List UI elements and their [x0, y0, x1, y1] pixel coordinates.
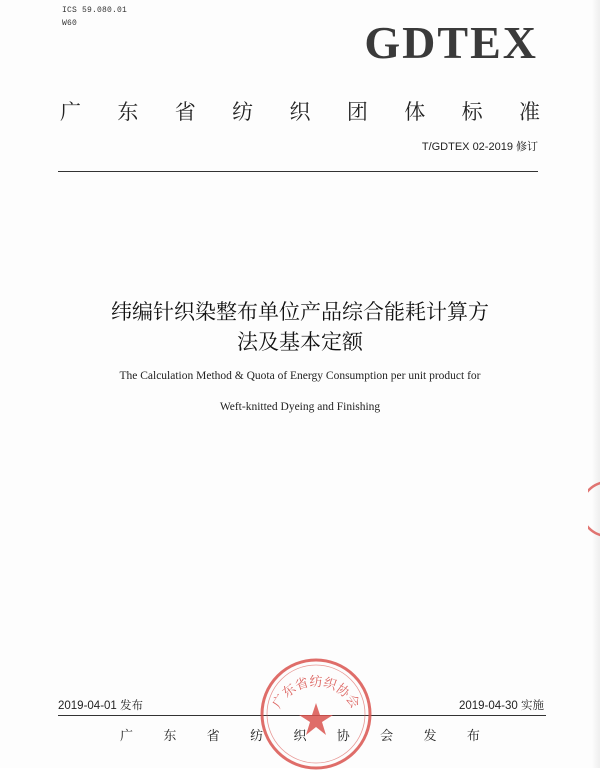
english-title-line-1: The Calculation Method & Quota of Energy Consumption per unit product for	[119, 370, 481, 382]
chinese-title	[60, 297, 540, 357]
ics-code: ICS 59.080.01	[62, 6, 128, 15]
header-divider	[58, 171, 538, 172]
chinese-title-line-1: 纬编针织染整布单位产品综合能耗计算方	[111, 300, 489, 324]
issuer-char: 会	[380, 729, 394, 744]
standard-code: T/GDTEX 02-2019 修订	[421, 141, 538, 153]
seal-text: 广东省纺织协会	[270, 674, 362, 712]
ccs-code: W60	[62, 19, 78, 28]
org-title-char: 东	[117, 100, 139, 124]
issuer-char: 发	[423, 729, 437, 744]
org-title-char: 纺	[232, 100, 254, 124]
publish-date: 2019-04-01 发布	[58, 700, 144, 712]
organization-standard-title	[60, 96, 540, 126]
org-title-char: 体	[404, 100, 426, 124]
english-title-line-2: Weft-knitted Dyeing and Finishing	[219, 401, 381, 413]
issuer-char: 东	[163, 729, 177, 744]
org-title-char: 广	[60, 100, 81, 124]
issuer-char: 省	[206, 729, 220, 744]
issuer-char: 织	[293, 729, 307, 744]
gdtex-logo: GDTEX	[364, 17, 538, 68]
side-seal-fragment	[588, 480, 600, 538]
chinese-title-line-2: 法及基本定额	[237, 330, 363, 354]
implement-date: 2019-04-30 实施	[458, 700, 544, 712]
org-title-char: 标	[461, 100, 483, 124]
page-edge-shadow	[592, 0, 600, 768]
org-title-char: 省	[174, 100, 196, 124]
issuer-char: 纺	[250, 729, 264, 744]
issuer-char: 布	[466, 729, 480, 744]
org-title-char: 团	[346, 100, 368, 124]
issuer-char: 广	[120, 729, 134, 744]
org-title-char: 准	[519, 100, 540, 124]
org-title-char: 织	[289, 100, 311, 124]
issuer-char: 协	[336, 729, 350, 744]
official-seal-stamp	[257, 655, 375, 773]
